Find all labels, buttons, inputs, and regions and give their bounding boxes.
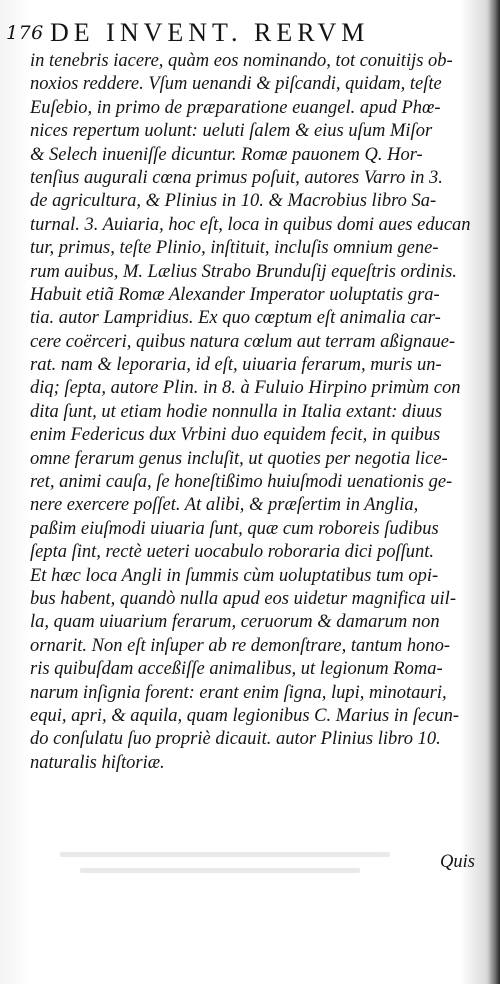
show-through-texture <box>40 848 450 878</box>
text-line: ret, animi cauſa, ſe honeſtißimo huiuſmodi uenationis ge- <box>30 472 453 493</box>
text-line: paßim eiuſmodi uiuaria ſunt, quæ cum roboreis ſudibus <box>30 518 439 539</box>
text-line: omne ferarum genus incluſit, ut quoties per negotia lice- <box>30 448 448 469</box>
text-line: do conſulatu ſuo propriè dicauit. autor Plinius libro 10. <box>30 729 441 750</box>
text-line: bus habent, quandò nulla apud eos uidetur magnifica uil- <box>30 588 456 609</box>
text-line: turnal. 3. Auiaria, hoc eſt, loca in quibus domi aues educan <box>30 214 471 235</box>
text-line: enim Federicus dux Vrbini duo equidem fecit, in quibus <box>30 425 441 446</box>
text-line: nices repertum uolunt: ueluti ſalem & eius uſum Miſor <box>30 121 433 142</box>
text-line: dita ſunt, ut etiam hodie nonnulla in Italia extant: diuus <box>30 401 443 422</box>
body-text <box>30 50 490 775</box>
text-line: tenſius augurali cœna primus poſuit, autores Varro in 3. <box>30 167 443 188</box>
page-header <box>6 18 486 50</box>
text-line: noxios reddere. Vſum uenandi & piſcandi, quidam, teſte <box>30 74 442 95</box>
page-number: 176 <box>6 22 44 44</box>
text-line: Et hæc loca Angli in ſummis cùm uoluptatibus tum opi- <box>30 565 439 586</box>
text-line: Habuit etiã Romæ Alexander Imperator uoluptatis gra- <box>30 284 440 305</box>
page-edge-shadow <box>488 0 500 984</box>
text-line: diq; ſepta, autore Plin. in 8. à Fuluio Hirpino primùm con <box>30 378 461 399</box>
text-line: ſepta ſint, rectè ueteri uocabulo roboraria dici poſſunt. <box>30 542 435 563</box>
text-line: equi, apri, & aquila, quam legionibus C. Marius in ſecun- <box>30 705 460 726</box>
text-line: rat. nam & leporaria, id eſt, uiuaria ferarum, muris un- <box>30 355 442 376</box>
text-line: rum auibus, M. Lælius Strabo Brunduſij equeſtris ordinis. <box>30 261 457 282</box>
catchword: Quis <box>440 852 475 872</box>
text-line: ornarit. Non eſt inſuper ab re demonſtrare, tantum hono- <box>30 635 450 656</box>
text-line: cere coërceri, quibus natura cœlum aut terram aßignaue- <box>30 331 456 352</box>
running-title: DE INVENT. RERVM <box>50 18 370 47</box>
text-line: tur, primus, teſte Plinio, inſtituit, incluſis omnium gene- <box>30 238 439 259</box>
text-line: la, quam uiuarium ferarum, ceruorum & damarum non <box>30 612 440 633</box>
text-line: narum inſignia forent: erant enim ſigna, lupi, minotauri, <box>30 682 447 703</box>
text-line: tia. autor Lampridius. Ex quo cœptum eſt animalia car- <box>30 308 441 329</box>
text-line: & Selech inueniſſe dicuntur. Romæ pauonem Q. Hor- <box>30 144 423 165</box>
text-line: naturalis hiſtoriæ. <box>30 752 165 773</box>
text-line: de agricultura, & Plinius in 10. & Macrobius libro Sa- <box>30 191 437 212</box>
text-line: Euſebio, in primo de præparatione euangel. apud Phœ- <box>30 97 441 118</box>
text-line: nere exercere poſſet. At alibi, & præſertim in Anglia, <box>30 495 419 516</box>
text-line: ris quibuſdam acceßiſſe animalibus, ut legionum Roma- <box>30 659 443 680</box>
text-line: in tenebris iacere, quàm eos nominando, tot conuitijs ob- <box>30 51 453 71</box>
